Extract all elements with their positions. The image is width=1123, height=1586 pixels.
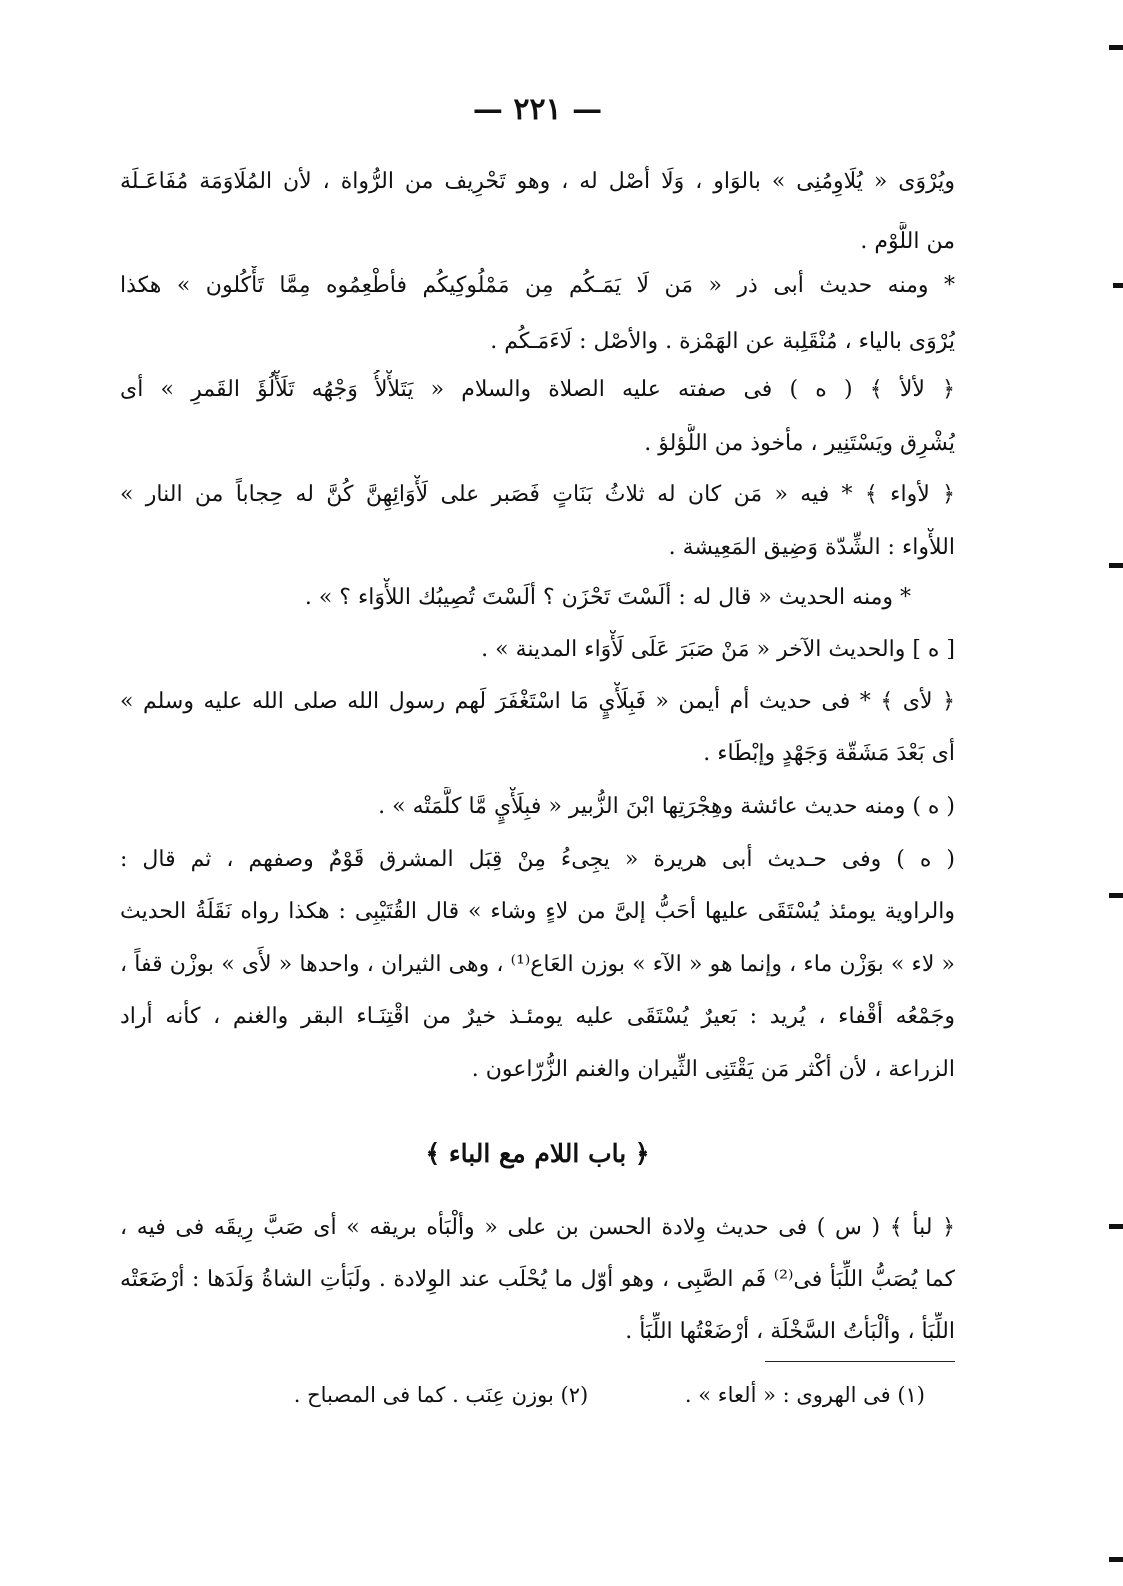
section-heading: ﴿ باب اللام مع الباء ﴾ [425, 1139, 650, 1168]
text-line: اللِّبَأ ، وألْبَأتُ السَّخْلَة ، أرْضَعْتُها اللِّبَأ . [625, 1319, 955, 1344]
scan-edge-mark [1109, 893, 1123, 898]
text-line: ﴿ لبأ ﴾ ( س ) فى حديث وِلادة الحسن بن على « وألْبَأه بريقه » أى صَبَّ رِيقَه فى فيه ، [120, 1215, 955, 1240]
text-line: من اللَّوْم . [860, 229, 955, 254]
text-line: ( ه ) ومنه حديث عائشة وهِجْرَتِها ابْنَ الزُّبير « فبِلَأْيٍ مَّا كلَّمَتْه » . [378, 794, 955, 819]
text-line: ﴿ لألأ ﴾ ( ه ) فى صفته عليه الصلاة والسلام « يَتَلأْلأُ وَجْهُه تَلَأْلُؤَ القَمرِ » أى [120, 377, 955, 402]
footnote-divider [765, 1361, 955, 1362]
text-line: * ومنه الحديث « قال له : ألَسْتَ تَحْزَن ؟ ألَسْتَ تُصِيبُك اللأْوَاء ؟ » . [304, 585, 911, 610]
scan-edge-mark [1113, 283, 1123, 288]
scan-edge-mark [1109, 1557, 1123, 1562]
text-line: وجَمْعُه أقْفاء ، يُريد : بَعيرٌ يُسْتَقَى عليه يومئـذ خيرٌ من اقْتِنَـاء البقر والغنم ، كأنه أراد [120, 1004, 955, 1029]
footnote: (١) فى الهروى : « ألعاء » . [684, 1383, 925, 1407]
text-line: كما يُصَبُّ اللِّبَأ فى⁽²⁾ فَم الصَّبِى ، وهو أوّل ما يُحْلَب عند الوِلادة . ولَبَأتِ الشاةُ وَلَدَها : أرْضَعَتْه [120, 1267, 955, 1292]
text-line: ﴿ لأواء ﴾ * فيه « مَن كان له ثلاثُ بَنَاتٍ فَصَبر على لَأْوَائِهِنَّ كُنَّ له حِجاباً من النار » [120, 482, 955, 507]
text-line: يُرْوَى بالياء ، مُنْقَلِبة عن الهَمْزة . والأصْل : لَاءَمَـكُم . [490, 329, 955, 354]
text-line: يُشْرِق ويَسْتَنِير ، مأخوذ من اللُّؤلؤ . [644, 431, 955, 456]
footnote: (٢) بوزن عِنَب . كما فى المصباح . [293, 1383, 589, 1407]
scan-edge-mark [1109, 563, 1123, 568]
text-line: ويُرْوَى « يُلَاوِمُنِى » بالوَاو ، وَلَا أصْل له ، وهو تَحْرِيف من الرُّواة ، لأن المُلَاوَمَة مُفَاعَـلَة [120, 169, 955, 194]
page-number: — ٢٢١ — [472, 92, 603, 127]
text-line: اللأْواء : الشِّدّة وَضِيق المَعِيشة . [668, 535, 955, 560]
text-line: الزراعة ، لأن أكْثر مَن يَقْتَنِى الثِّيران والغنم الزُّرّاعون . [471, 1057, 955, 1082]
text-line: [ ه ] والحديث الآخر « مَنْ صَبَرَ عَلَى لَأْوَاء المدينة » . [481, 637, 955, 662]
text-line: ( ه ) وفى حـديث أبى هريرة « يجِىءُ مِنْ قِبَل المشرق قَوْمٌ وصفهم ، ثم قال : [120, 847, 955, 872]
text-line: * ومنه حديث أبى ذر « مَن لَا يَمَـكُم مِن مَمْلُوكِيكُم فأطْعِمُوه مِمَّا تَأْكُلون » هكذا [120, 273, 955, 298]
text-line: والراوية يومئذ يُسْتَقَى عليها أحَبُّ إلىَّ من لاءٍ وشاء » قال القُتَيْبِى : هكذا رواه نَقَلَةُ الحديث [120, 899, 955, 924]
text-line: أى بَعْدَ مَشَقّة وَجَهْدٍ وإبْطَاء . [703, 741, 955, 766]
scan-edge-mark [1109, 45, 1123, 50]
text-line: ﴿ لأى ﴾ * فى حديث أم أيمن « فَبِلَأْيٍ مَا اسْتَغْفَرَ لَهم رسول الله صلى الله عليه وسلم » [120, 689, 955, 714]
document-page [120, 0, 955, 1586]
scan-edge-mark [1109, 1224, 1123, 1229]
footnotes [125, 1378, 925, 1412]
text-line: « لاء » بوَزْن ماء ، وإنما هو « الآء » بوزن العَاع⁽¹⁾ ، وهى الثيران ، واحدها « لأَى » بوزْن قفاً ، [120, 952, 955, 977]
